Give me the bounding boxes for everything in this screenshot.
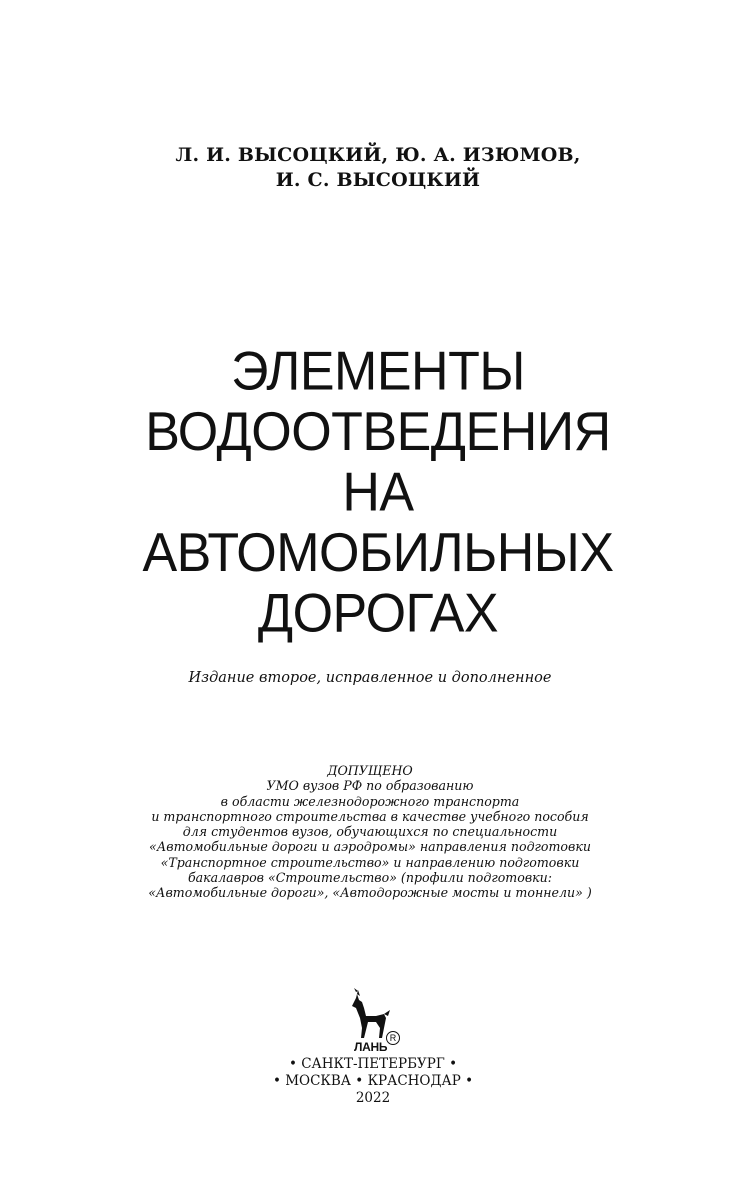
approval-line: бакалавров «Строительство» (профили подготовки: [187, 870, 553, 886]
approval-line: УМО вузов РФ по образованию [266, 778, 474, 794]
publication-year: 2022 [355, 1090, 391, 1106]
title-line: НА [342, 461, 414, 524]
approval-line: для студентов вузов, обучающихся по специальности [182, 824, 558, 840]
authors-line: Л. И. ВЫСОЦКИЙ, Ю. А. ИЗЮМОВ, [175, 144, 581, 166]
authors-line: И. С. ВЫСОЦКИЙ [275, 169, 481, 191]
edition-note: Издание второе, исправленное и дополненное [188, 670, 552, 686]
approval-line: и транспортного строительства в качестве учебного пособия [151, 808, 589, 824]
approval-line: «Автомобильные дороги и аэродромы» направления подготовки [149, 839, 591, 855]
city-line: • МОСКВА • КРАСНОДАР • [272, 1073, 474, 1089]
title-line: ЭЛЕМЕНТЫ [231, 340, 525, 403]
book-title [0, 342, 756, 644]
approval-line: «Автомобильные дороги», «Автодорожные мосты и тоннели» ) [148, 885, 592, 901]
approval-line: в области железнодорожного транспорта [220, 793, 520, 809]
approval-line: «Транспортное строительство» и направлению подготовки [160, 854, 580, 870]
city-line: • САНКТ-ПЕТЕРБУРГ • [288, 1056, 458, 1072]
approval-block [0, 763, 740, 901]
title-line: ДОРОГАХ [257, 582, 499, 645]
publication-place [0, 1056, 746, 1107]
approval-line: ДОПУЩЕНО [327, 763, 413, 778]
title-line: ВОДООТВЕДЕНИЯ [145, 401, 611, 463]
registered-mark: R [386, 1031, 400, 1045]
authors-block [0, 143, 756, 193]
publisher-logo-text: ЛАНЬ [354, 1040, 388, 1054]
title-line: АВТОМОБИЛЬНЫХ [142, 522, 614, 584]
